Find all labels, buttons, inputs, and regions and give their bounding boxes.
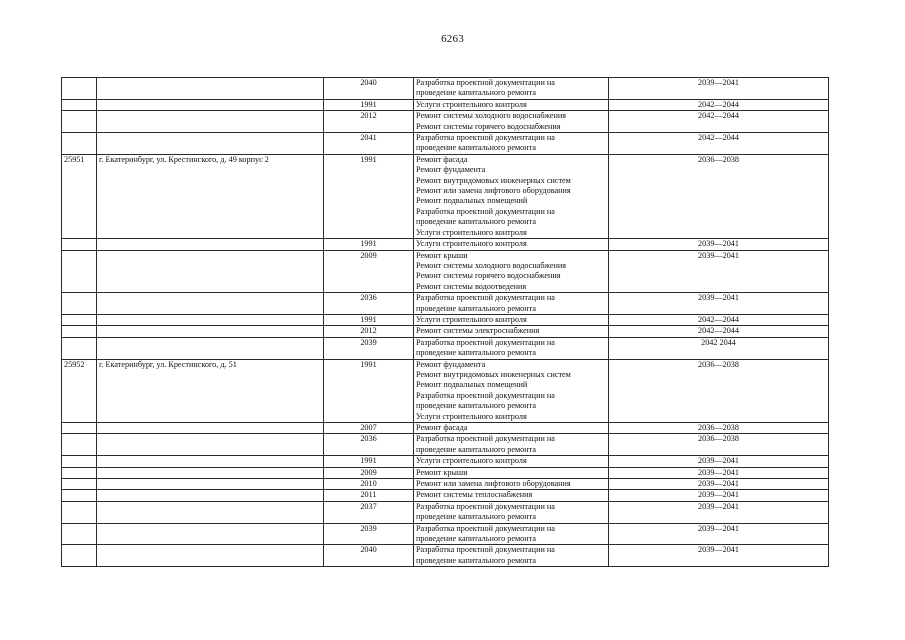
work-item: Услуги строительного контроля [416,239,527,249]
period-cell: 2039—2041 [609,293,829,315]
work-item: Ремонт системы теплоснабжения [416,490,533,500]
table-row [62,545,829,567]
work-item: проведение капитального ремонта [416,143,536,153]
year-cell: 2036 [324,293,414,315]
object-id-cell: 25951 [62,154,97,238]
work-item: Ремонт системы холодного водоснабжения [416,111,567,121]
work-item: Разработка проектной документации на [416,293,555,303]
period-cell: 2039—2041 [609,501,829,523]
work-item: Разработка проектной документации на [416,337,555,347]
works-cell [414,293,609,315]
address-cell [97,501,324,523]
work-item: Ремонт крыши [416,250,468,260]
work-item: Разработка проектной документации на [416,206,555,216]
table-row [62,133,829,155]
period-cell: 2036—2038 [609,423,829,434]
work-item: Разработка проектной документации на [416,78,555,87]
table-row [62,111,829,133]
table-row [62,467,829,478]
period-cell: 2039—2041 [609,490,829,501]
address-cell [97,293,324,315]
year-cell: 2012 [324,326,414,337]
object-id-cell [62,239,97,250]
period-cell: 2039—2041 [609,456,829,467]
year-cell: 1991 [324,359,414,422]
object-id-cell [62,314,97,325]
work-item: Ремонт системы электроснабжения [416,326,540,336]
object-id-cell [62,111,97,133]
address-cell [97,490,324,501]
address-cell [97,99,324,110]
table-row [62,154,829,238]
work-item: Ремонт фундамента [416,359,486,369]
capital-repair-schedule-table [61,77,829,567]
table-row [62,239,829,250]
period-cell: 2042—2044 [609,111,829,133]
address-cell [97,545,324,567]
works-cell [414,78,609,100]
works-cell [414,423,609,434]
work-item: Ремонт фасада [416,154,468,164]
work-item: Разработка проектной документации на [416,545,555,555]
period-cell: 2039—2041 [609,523,829,545]
year-cell: 1991 [324,456,414,467]
work-item: Ремонт системы горячего водоснабжения [416,271,561,281]
table-row [62,326,829,337]
period-cell: 2042 2044 [609,337,829,359]
work-item: Услуги строительного контроля [416,456,527,466]
work-item: Разработка проектной документации на [416,390,555,400]
object-id-cell [62,434,97,456]
address-cell [97,326,324,337]
period-cell: 2036—2038 [609,154,829,238]
work-item: проведение капитального ремонта [416,303,536,313]
period-cell: 2042—2044 [609,314,829,325]
work-item: Ремонт крыши [416,467,468,477]
year-cell: 2009 [324,467,414,478]
period-cell: 2036—2038 [609,359,829,422]
work-item: Ремонт внутридомовых инженерных систем [416,175,571,185]
work-item: Разработка проектной документации на [416,523,555,533]
works-cell [414,479,609,490]
work-item: Ремонт системы горячего водоснабжения [416,121,561,131]
object-id-cell [62,490,97,501]
work-item: проведение капитального ремонта [416,534,536,544]
object-id-cell [62,78,97,100]
object-id-cell: 25952 [62,359,97,422]
work-item: Ремонт системы холодного водоснабжения [416,260,567,270]
year-cell: 2041 [324,133,414,155]
period-cell: 2042—2044 [609,326,829,337]
address-cell [97,250,324,293]
object-id-cell [62,99,97,110]
year-cell: 2040 [324,545,414,567]
year-cell: 2037 [324,501,414,523]
table-row [62,490,829,501]
work-item: Ремонт фундамента [416,165,486,175]
work-item: проведение капитального ремонта [416,348,536,358]
object-id-cell [62,467,97,478]
table-row [62,501,829,523]
period-cell: 2039—2041 [609,250,829,293]
address-cell [97,337,324,359]
address-cell: г. Екатеринбург, ул. Крестинского, д. 49 корпус 2 [97,154,324,238]
work-item: проведение капитального ремонта [416,88,536,98]
page-number: 6263 [441,33,464,45]
table-row [62,78,829,100]
object-id-cell [62,133,97,155]
work-item: Ремонт подвальных помещений [416,380,528,390]
works-cell [414,545,609,567]
year-cell: 2012 [324,111,414,133]
table-row [62,434,829,456]
table-row [62,337,829,359]
address-cell [97,523,324,545]
work-item: проведение капитального ремонта [416,555,536,565]
works-cell [414,456,609,467]
works-cell [414,434,609,456]
year-cell: 2010 [324,479,414,490]
works-cell [414,250,609,293]
year-cell: 2039 [324,337,414,359]
year-cell: 1991 [324,154,414,238]
works-cell [414,133,609,155]
object-id-cell [62,479,97,490]
table-row [62,359,829,422]
works-cell [414,501,609,523]
work-item: Ремонт фасада [416,423,468,432]
table-row [62,314,829,325]
work-item: проведение капитального ремонта [416,217,536,227]
work-item: Услуги строительного контроля [416,411,527,421]
work-item: Услуги строительного контроля [416,314,527,324]
object-id-cell [62,545,97,567]
works-cell [414,523,609,545]
period-cell: 2042—2044 [609,99,829,110]
period-cell: 2036—2038 [609,434,829,456]
object-id-cell [62,501,97,523]
year-cell: 2009 [324,250,414,293]
work-item: Ремонт системы водоотведения [416,281,527,291]
table-body [62,78,829,567]
year-cell: 2040 [324,78,414,100]
year-cell: 1991 [324,239,414,250]
address-cell [97,423,324,434]
table-row [62,423,829,434]
work-item: Ремонт или замена лифтового оборудования [416,186,571,196]
period-cell: 2042—2044 [609,133,829,155]
address-cell [97,479,324,490]
address-cell [97,133,324,155]
work-item: проведение капитального ремонта [416,444,536,454]
year-cell: 2011 [324,490,414,501]
year-cell: 2007 [324,423,414,434]
period-cell: 2039—2041 [609,545,829,567]
period-cell: 2039—2041 [609,467,829,478]
object-id-cell [62,250,97,293]
period-cell: 2039—2041 [609,78,829,100]
works-cell [414,111,609,133]
table-row [62,99,829,110]
address-cell: г. Екатеринбург, ул. Крестинского, д. 51 [97,359,324,422]
work-item: Ремонт или замена лифтового оборудования [416,479,571,489]
object-id-cell [62,456,97,467]
year-cell: 1991 [324,314,414,325]
works-cell [414,359,609,422]
work-item: Ремонт подвальных помещений [416,196,528,206]
work-item: Услуги строительного контроля [416,227,527,237]
object-id-cell [62,423,97,434]
works-cell [414,239,609,250]
table-row [62,523,829,545]
address-cell [97,78,324,100]
address-cell [97,434,324,456]
work-item: Разработка проектной документации на [416,501,555,511]
work-item: проведение капитального ремонта [416,512,536,522]
object-id-cell [62,337,97,359]
work-item: Разработка проектной документации на [416,133,555,143]
object-id-cell [62,523,97,545]
year-cell: 1991 [324,99,414,110]
address-cell [97,111,324,133]
work-item: Разработка проектной документации на [416,434,555,444]
object-id-cell [62,326,97,337]
address-cell [97,239,324,250]
address-cell [97,467,324,478]
works-cell [414,99,609,110]
address-cell [97,456,324,467]
works-cell [414,467,609,478]
address-cell [97,314,324,325]
works-cell [414,314,609,325]
period-cell: 2039—2041 [609,479,829,490]
table-row [62,293,829,315]
works-cell [414,154,609,238]
table-row [62,250,829,293]
work-item: проведение капитального ремонта [416,401,536,411]
table-row [62,456,829,467]
year-cell: 2036 [324,434,414,456]
work-item: Услуги строительного контроля [416,99,527,109]
works-cell [414,326,609,337]
works-cell [414,337,609,359]
works-cell [414,490,609,501]
year-cell: 2039 [324,523,414,545]
work-item: Ремонт внутридомовых инженерных систем [416,369,571,379]
table-row [62,479,829,490]
period-cell: 2039—2041 [609,239,829,250]
object-id-cell [62,293,97,315]
